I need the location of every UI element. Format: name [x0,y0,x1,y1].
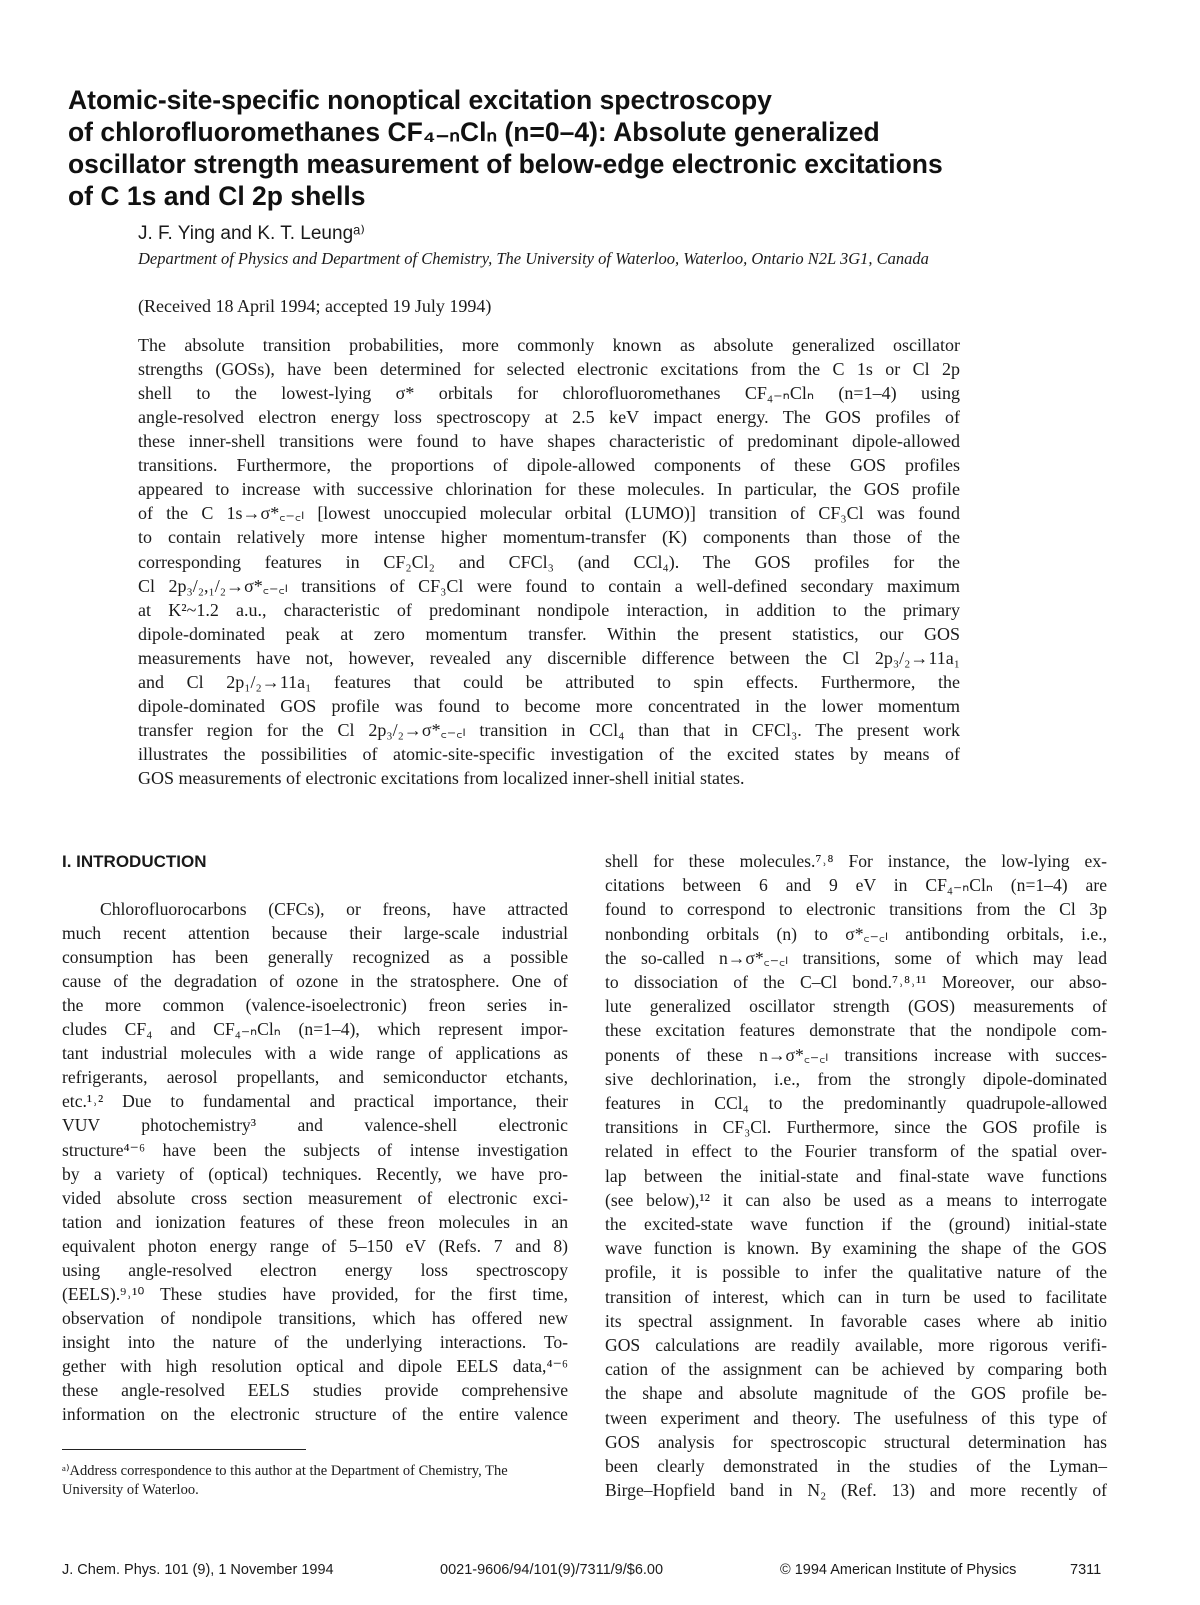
text-line: angle-resolved electron energy loss spectroscopy at 2.5 keV impact energy. The GOS profiles of [138,407,960,428]
text-line: The absolute transition probabilities, more commonly known as absolute generalized oscillator [138,335,960,355]
text-line: profile, it is possible to infer the qualitative nature of the [605,1262,1107,1283]
footnote: ᵃ⁾Address correspondence to this author at the Department of Chemistry, The University of Waterloo. [62,1463,508,1498]
text-line: been clearly demonstrated in the studies of the Lyman– [605,1456,1107,1476]
text-line: shell to the lowest-lying σ* orbitals for chlorofluoromethanes CF₄₋ₙClₙ (n=1–4) using [138,383,960,404]
text-line: appeared to increase with successive chlorination for these molecules. In particular, the GOS profile [138,479,960,500]
text-line: transfer region for the Cl 2p₃/₂→σ*꜀₋꜀ₗ transition in CCl₄ than that in CFCl₃. The present work [138,719,960,740]
text-line: tween experiment and theory. The usefulness of this type of [605,1407,1107,1428]
text-line: ponents of these n→σ*꜀₋꜀ₗ transitions increase with succes- [605,1044,1107,1065]
text-line: the so-called n→σ*꜀₋꜀ₗ transitions, some of which may lead [605,947,1107,968]
text-line: consumption has been generally recognized as a possible [62,947,568,968]
text-line: found to correspond to electronic transitions from the Cl 3p [605,899,1107,920]
text-line: to dissociation of the C–Cl bond.⁷˒⁸˒¹¹ Moreover, our abso- [605,972,1107,992]
text-line: at K²~1.2 a.u., characteristic of predominant nondipole interaction, in addition to the primary [138,599,960,620]
text-line: GOS measurements of electronic excitations from localized inner-shell initial states. [138,768,745,789]
text-line: by a variety of (optical) techniques. Recently, we have pro- [62,1163,568,1184]
text-line: (EELS).⁹˒¹⁰ These studies have provided, for the first time, [62,1283,568,1304]
text-line: transitions in CF₃Cl. Furthermore, since the GOS profile is [605,1117,1107,1138]
text-line: measurements have not, however, revealed any discernible difference between the Cl 2p₃/₂→11a₁ [138,647,960,668]
text-line: these angle-resolved EELS studies provide comprehensive [62,1380,568,1400]
text-line: wave function is known. By examining the shape of the GOS [605,1238,1107,1259]
text-line: gether with high resolution optical and dipole EELS data,⁴⁻⁶ [62,1355,568,1376]
text-line: insight into the nature of the underlying interactions. To- [62,1331,568,1352]
footnote-divider [62,1449,306,1450]
footer-page-number: 7311 [1070,1562,1102,1578]
text-line: these inner-shell transitions were found to have shapes characteristic of predominant dipole-allowed [138,431,960,452]
text-line: related in effect to the Fourier transform of the spatial over- [605,1141,1107,1162]
text-line: Cl 2p₃/₂,₁/₂→σ*꜀₋꜀ₗ transitions of CF₃Cl were found to contain a well-defined secondary maximum [138,575,960,596]
text-line: cludes CF₄ and CF₄₋ₙClₙ (n=1–4), which represent impor- [62,1019,568,1040]
section-heading: I. INTRODUCTION [62,852,207,871]
text-line: lap between the initial-state and final-state wave functions [605,1165,1107,1186]
text-line: refrigerants, aerosol propellants, and semiconductor etchants, [62,1067,568,1088]
text-line: structure⁴⁻⁶ have been the subjects of intense investigation [62,1139,568,1160]
text-line: transition of interest, which can in turn be used to facilitate [605,1286,1107,1307]
authors: J. F. Ying and K. T. Leungᵃ⁾ [138,223,365,244]
text-line: (see below),¹² it can also be used as a means to interrogate [605,1189,1107,1210]
text-line: Chlorofluorocarbons (CFCs), or freons, have attracted [100,899,568,919]
text-line: of the C 1s→σ*꜀₋꜀ₗ [lowest unoccupied molecular orbital (LUMO)] transition of CF₃Cl was found [138,503,960,524]
text-line: citations between 6 and 9 eV in CF₄₋ₙClₙ (n=1–4) are [605,875,1107,896]
text-line: its spectral assignment. In favorable cases where ab initio [605,1310,1107,1331]
text-line: sive dechlorination, i.e., from the strongly dipole-dominated [605,1068,1107,1089]
text-line: VUV photochemistry³ and valence-shell electronic [62,1115,568,1136]
footer-code: 0021-9606/94/101(9)/7311/9/$6.00 [440,1562,664,1578]
text-line: the excited-state wave function if the (ground) initial-state [605,1214,1107,1234]
text-line: observation of nondipole transitions, which has offered new [62,1307,568,1328]
text-line: etc.¹˒² Due to fundamental and practical importance, their [62,1091,568,1112]
text-line: GOS calculations are readily available, more rigorous verifi- [605,1335,1107,1355]
text-line: the shape and absolute magnitude of the GOS profile be- [605,1383,1107,1404]
text-line: vided absolute cross section measurement of electronic exci- [62,1187,568,1208]
title-line: Atomic-site-specific nonoptical excitation spectroscopy [68,85,772,115]
text-line: dipole-dominated GOS profile was found to become more concentrated in the lower momentum [138,695,960,716]
text-line: strengths (GOSs), have been determined for selected electronic excitations from the C 1s or Cl 2p [138,359,960,380]
text-line: tation and ionization features of these freon molecules in an [62,1211,568,1232]
text-line: information on the electronic structure of the entire valence [62,1404,568,1425]
text-line: much recent attention because their large-scale industrial [62,923,568,944]
article-title [68,84,1148,212]
title-line: of chlorofluoromethanes CF₄₋ₙClₙ (n=0–4): Absolute generalized [68,117,880,147]
text-line: illustrates the possibilities of atomic-site-specific investigation of the excited states by means of [138,744,960,765]
text-line: dipole-dominated peak at zero momentum transfer. Within the present statistics, our GOS [138,623,960,644]
text-line: transitions. Furthermore, the proportions of dipole-allowed components of these GOS profiles [138,455,960,476]
title-line: oscillator strength measurement of below-edge electronic excitations [68,149,943,179]
text-line: nonbonding orbitals (n) to σ*꜀₋꜀ₗ antibonding orbitals, i.e., [605,923,1107,944]
affiliation: Department of Physics and Department of Chemistry, The University of Waterloo, Waterloo, Ontario N2L 3G1, Canada [138,249,929,268]
text-line: cause of the degradation of ozone in the stratosphere. One of [62,971,568,992]
text-line: Birge–Hopfield band in N₂ (Ref. 13) and more recently of [605,1480,1107,1501]
text-line: GOS analysis for spectroscopic structural determination has [605,1431,1107,1452]
footer-copyright: © 1994 American Institute of Physics [780,1562,1017,1578]
text-line: and Cl 2p₁/₂→11a₁ features that could be attributed to spin effects. Furthermore, the [138,671,960,692]
received-date: (Received 18 April 1994; accepted 19 July 1994) [138,296,492,316]
text-line: cation of the assignment can be achieved by comparing both [605,1359,1107,1380]
footer-journal: J. Chem. Phys. 101 (9), 1 November 1994 [62,1562,334,1578]
text-line: shell for these molecules.⁷˒⁸ For instance, the low-lying ex- [605,851,1107,871]
text-line: tant industrial molecules with a wide range of applications as [62,1043,568,1064]
text-line: using angle-resolved electron energy loss spectroscopy [62,1259,568,1280]
text-line: these excitation features demonstrate that the nondipole com- [605,1020,1107,1041]
title-line: of C 1s and Cl 2p shells [68,181,366,211]
text-line: features in CCl₄ to the predominantly quadrupole-allowed [605,1093,1107,1113]
text-line: corresponding features in CF₂Cl₂ and CFCl₃ (and CCl₄). The GOS profiles for the [138,551,960,572]
text-line: to contain relatively more intense higher momentum-transfer (K) components than those of the [138,527,960,548]
text-line: lute generalized oscillator strength (GOS) measurements of [605,996,1107,1017]
text-line: equivalent photon energy range of 5–150 eV (Refs. 7 and 8) [62,1235,568,1256]
text-line: the more common (valence-isoelectronic) freon series in- [62,995,568,1016]
